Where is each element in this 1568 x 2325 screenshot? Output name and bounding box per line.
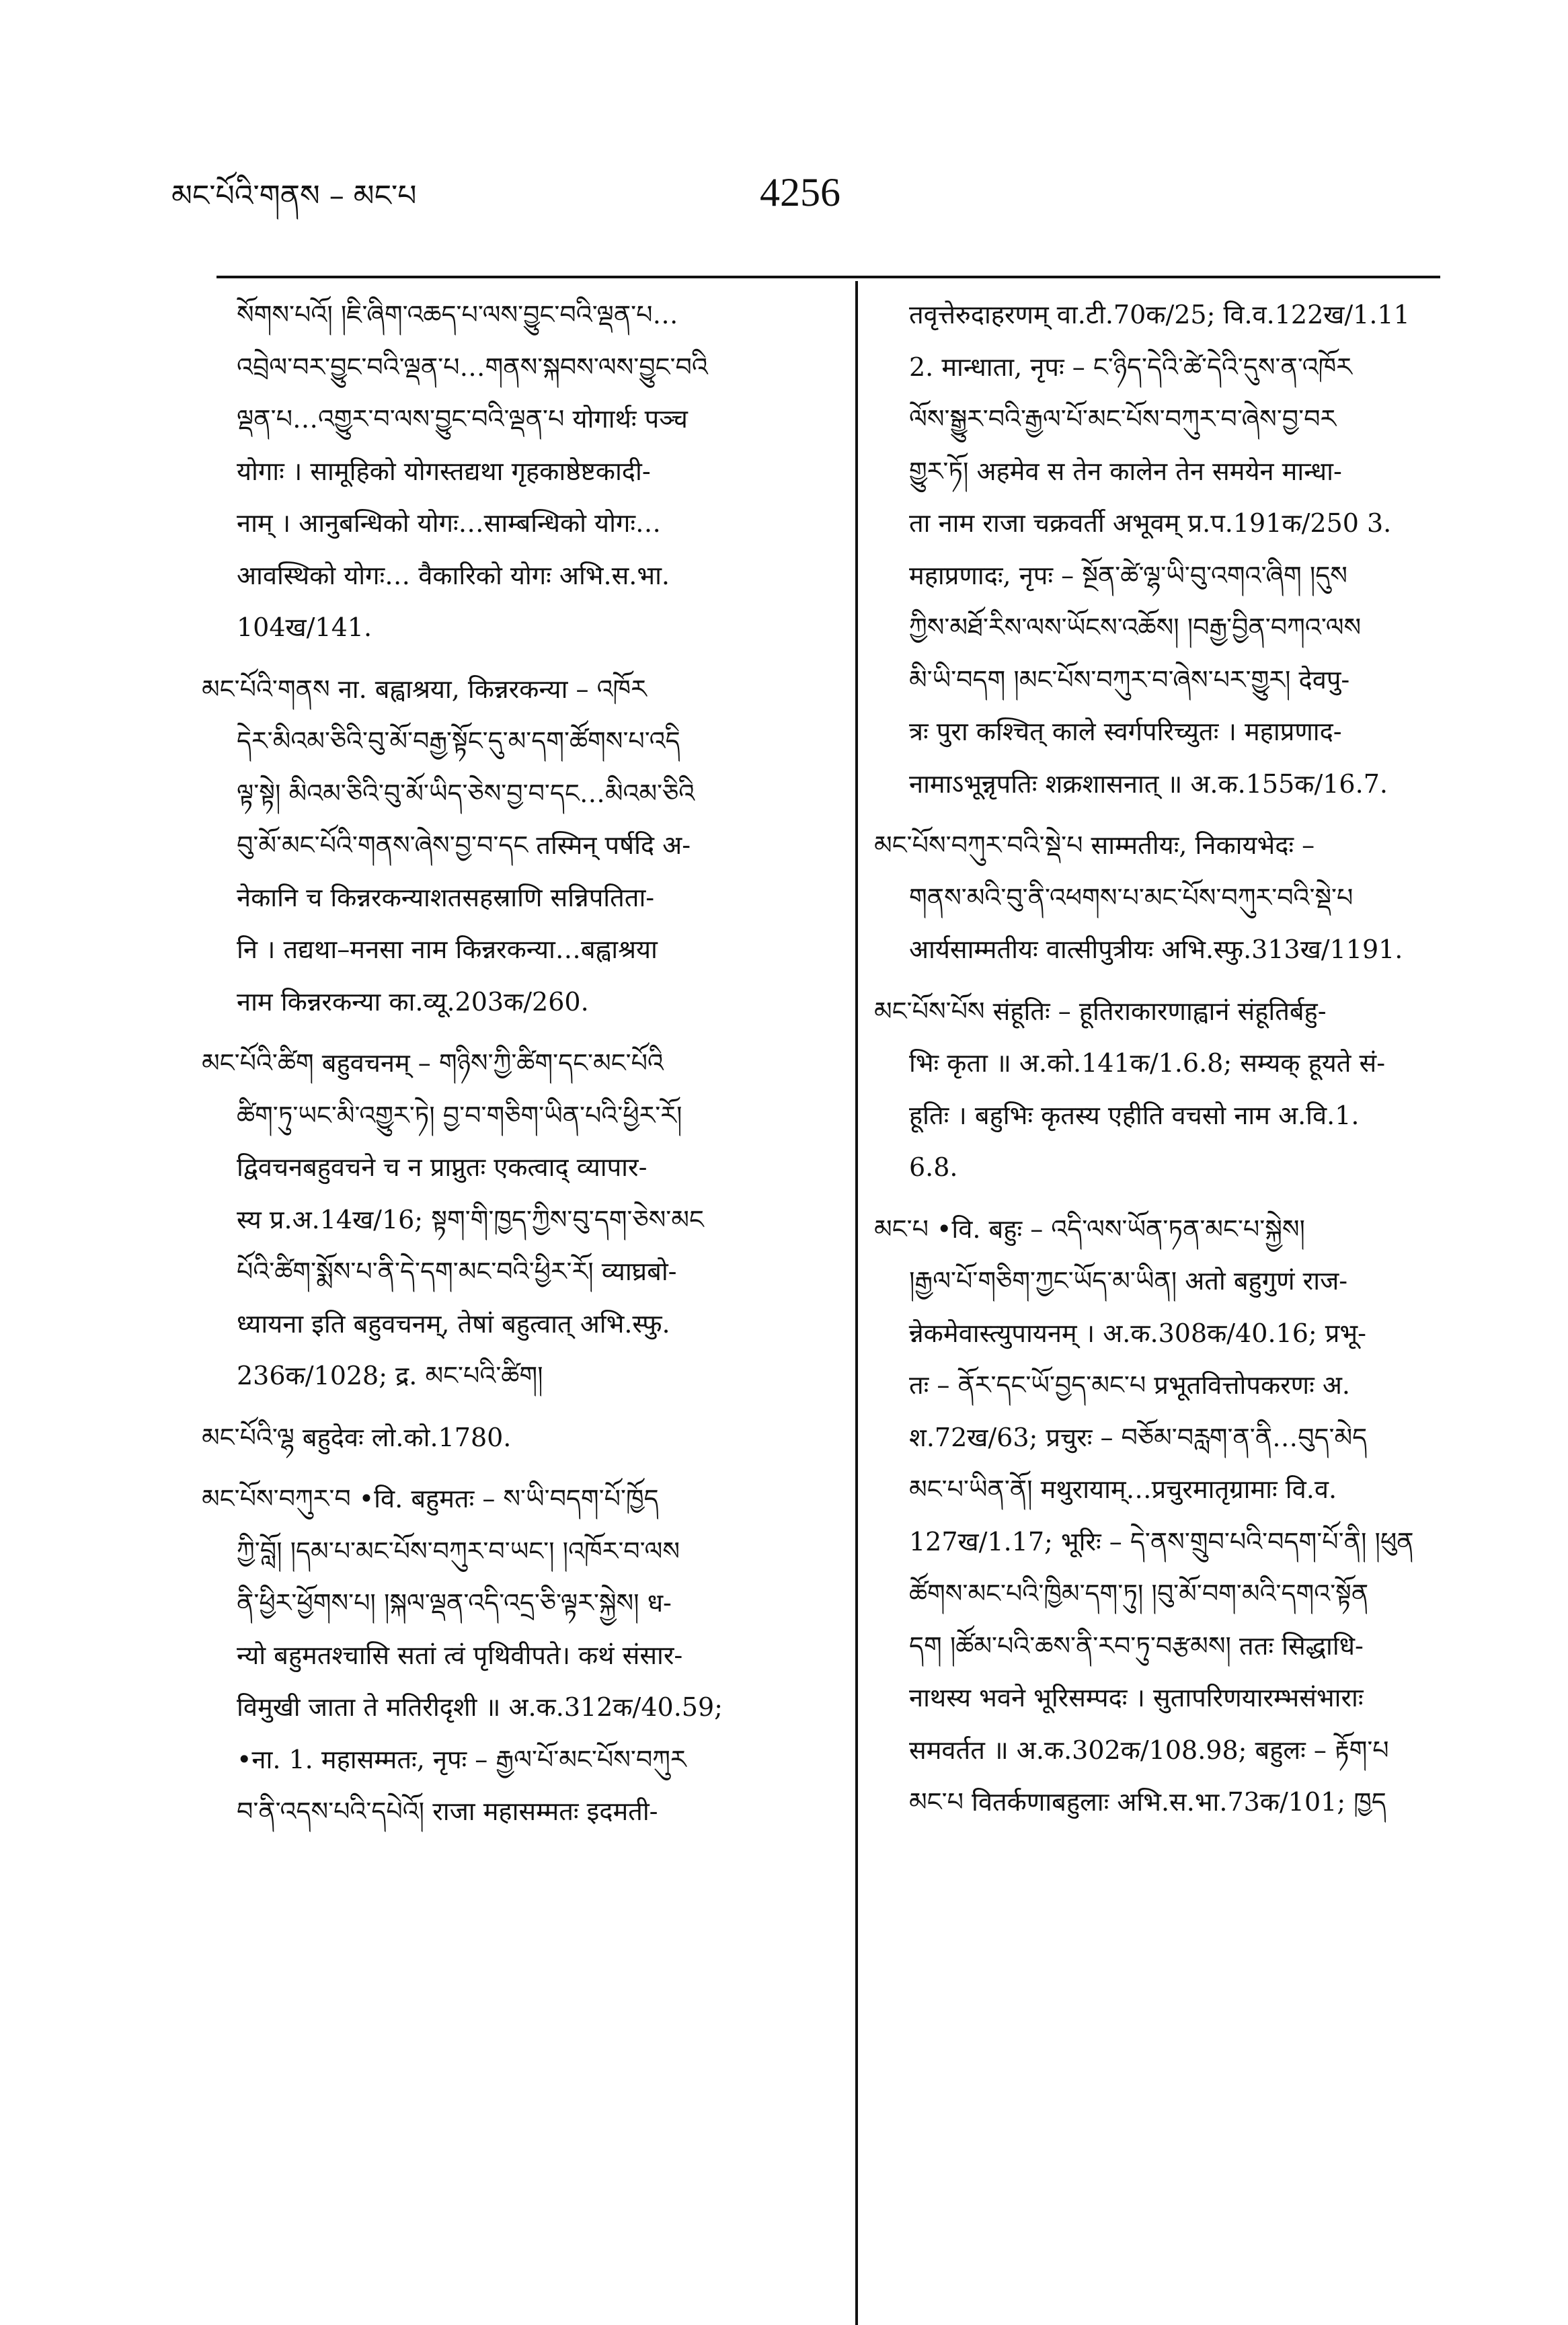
- text-line: ལྡན་པ…འགྱུར་བ་ལས་བྱུང་བའི་ལྡན་པ योगार्थः पञ्च: [237, 404, 688, 434]
- text-line: स्य प्र.अ.14ख/16; སྟག་གི་ཁྱད་ཀྱིས་བུ་དག་ཅེས་མང: [237, 1204, 704, 1234]
- column-divider: [855, 281, 858, 2325]
- entry-gap: [202, 1028, 834, 1037]
- text-line: གནས་མའི་བུ་ནི་འཕགས་པ་མང་པོས་བཀུར་བའི་སྡེ་པ: [909, 882, 1354, 912]
- text-line: ཚིག་ཏུ་ཡང་མི་འགྱུར་ཏེ། བྱ་བ་གཅིག་ཡིན་པའི་ཕྱིར་རོ།: [237, 1100, 682, 1130]
- text-line: 6.8.: [909, 1152, 958, 1182]
- text-line: भिः कृता ॥ अ.को.141क/1.6.8; सम्यक् हूयते सं-: [909, 1048, 1386, 1078]
- header-rule: [217, 276, 1440, 278]
- text-line: དག །ཚོམ་པའི་ཆས་ནི་རབ་ཏུ་བརྩམས། ततः सिद्धाधि-: [909, 1630, 1364, 1661]
- text-line: བ་ནི་འདས་པའི་དཔེའོ། राजा महासम्मतः इदमती-: [237, 1797, 658, 1826]
- entry-headword-line: མང་པོའི་ཚིག बहुवचनम् – གཉིས་ཀྱི་ཚིག་དང་མང་པོའི: [202, 1048, 664, 1078]
- text-line: འབྲེལ་བར་བྱུང་བའི་ལྡན་པ…གནས་སྐབས་ལས་བྱུང་བའི: [237, 352, 708, 382]
- text-line: योगाः । सामूहिको योगस्तद्यथा गृहकाष्ठेष्टकादी-: [237, 456, 651, 486]
- text-line: समवर्तत ॥ अ.क.302क/108.98; बहुलः – རྟོག་པ: [909, 1735, 1389, 1765]
- entry-gap: [202, 1464, 834, 1473]
- text-line: ཚོགས་མང་པའི་ཁྱིམ་དག་ཏུ། །བུ་མོ་བག་མའི་དགའ་སྟོན: [909, 1579, 1369, 1608]
- text-line: མང་པ वितर्कणाबहुलाः अभि.स.भा.73क/101; ཁྱད: [909, 1787, 1386, 1817]
- entry-gap: [202, 654, 834, 664]
- entry-headword-line: མང་པོས་བཀུར་བ •वि. बहुमतः – ས་ཡི་བདག་པོ་ཁྱོད: [202, 1484, 659, 1513]
- right-column: [874, 289, 1466, 1829]
- text-line: नेकानि च किन्नरकन्याशतसहस्राणि सन्निपतिता-: [237, 882, 655, 912]
- text-line: द्विवचनबहुवचने च न प्राप्नुतः एकत्वाद् व्यापार-: [237, 1152, 648, 1182]
- text-line: 2. मान्धाता, नृपः – ང་ཉིད་དེའི་ཚེ་དེའི་དུས་ན་འཁོར: [909, 352, 1352, 382]
- entry-headword-line: མང་པོས་པོས संहूतिः – हूतिराकारणाह्वानं संहूतिर्बहु-: [874, 996, 1327, 1026]
- text-line: तवृत्तेरुदाहरणम् वा.टी.70क/25; वि.व.122ख/1.11: [909, 300, 1410, 329]
- text-line: ལྟ་སྟེ། མིའམ་ཅིའི་བུ་མོ་ཡིད་ཅེས་བྱ་བ་དང…མིའམ་ཅིའི: [237, 778, 695, 808]
- text-line: ལོས་སྒྱུར་བའི་རྒྱལ་པོ་མང་པོས་བཀུར་བ་ཞེས་བྱ་བར: [909, 404, 1337, 434]
- text-line: །རྒྱལ་པོ་གཅིག་ཀྱང་ཡོད་མ་ཡིན། अतो बहुगुणं राज-: [909, 1266, 1348, 1296]
- text-line: མང་པ་ཡིན་ནོ། मथुरायाम्…प्रचुरमातृग्रामाः वि.व.: [909, 1474, 1337, 1504]
- text-line: विमुखी जाता ते मतिरीदृशी ॥ अ.क.312क/40.59;: [237, 1692, 723, 1722]
- text-line: तः – ནོར་དང་ཡོ་བྱད་མང་པ प्रभूतवित्तोपकरणः अ.: [909, 1370, 1351, 1400]
- text-line: མི་ཡི་བདག །མང་པོས་བཀུར་བ་ཞེས་པར་གྱུར། देवपु-: [909, 664, 1350, 695]
- text-line: न्नेकमेवास्त्युपायनम् । अ.क.308क/40.16; प्रभू-: [909, 1318, 1366, 1348]
- entry-headword-line: མང་པོའི་གནས ना. बह्वाश्रया, किन्नरकन्या – འཁོར: [202, 674, 647, 704]
- text-line: པོའི་ཚིག་སྨོས་པ་ནི་དེ་དག་མང་བའི་ཕྱིར་རོ། व्याघ्रबो-: [237, 1257, 677, 1286]
- text-line: हूतिः । बहुभिः कृतस्य एहीति वचसो नाम अ.वि.1.: [909, 1100, 1360, 1130]
- text-line: གྱུར་ཏོ། अहमेव स तेन कालेन तेन समयेन मान्धा-: [909, 456, 1342, 486]
- entry-gap: [202, 1403, 834, 1412]
- text-line: ཀྱིས་མཐོ་རིས་ལས་ཡོངས་འཆོས། །བརྒྱ་བྱིན་བཀའ་ལས: [909, 613, 1362, 642]
- entry-headword-line: མང་པོའི་ལྷ बहुदेवः लो.को.1780.: [202, 1422, 512, 1452]
- text-line: ཀྱི་བློ། །དམ་པ་མང་པོས་བཀུར་བ་ཡང་། །འཁོར་བ་ལས: [237, 1536, 680, 1566]
- text-line: नाम किन्नरकन्या का.व्यू.203क/260.: [237, 986, 589, 1017]
- text-line: नाथस्य भवने भूरिसम्पदः । सुतापरिणयारम्भसंभाराः: [909, 1683, 1364, 1712]
- text-line: ནི་ཕྱིར་ཕྱོགས་པ། །སྐལ་ལྡན་འདི་འདྲ་ཅི་ལྟར་སྐྱེས། ध-: [237, 1588, 672, 1618]
- entry-gap: [874, 976, 1466, 986]
- text-line: ध्यायना इति बहुवचनम्, तेषां बहुत्वात् अभि.स्फु.: [237, 1308, 670, 1339]
- text-line: नाम् । आनुबन्धिको योगः…साम्बन्धिको योगः…: [237, 508, 662, 538]
- entry-gap: [874, 810, 1466, 820]
- page-number: 4256: [760, 170, 840, 214]
- text-line: आर्यसाम्मतीयः वात्सीपुत्रीयः अभि.स्फु.313ख/1191.: [909, 935, 1403, 964]
- entry-headword-line: མང་པ •वि. बहुः – འདི་ལས་ཡོན་ཏན་མང་པ་སྐྱེས།: [874, 1214, 1305, 1244]
- left-column: [202, 289, 834, 1838]
- text-line: སོགས་པའོ། །ཇི་ཞིག་འཆད་པ་ལས་བྱུང་བའི་ལྡན་པ…: [237, 300, 678, 329]
- running-header: མང་པོའི་གནས – མང་པ: [171, 179, 417, 213]
- text-line: आवस्थिको योगः… वैकारिको योगः अभि.स.भा.: [237, 560, 670, 590]
- text-line: 236क/1028; द्र. མང་པའི་ཚིག།: [237, 1361, 543, 1390]
- text-line: नि । तद्यथा–मनसा नाम किन्नरकन्या…बह्वाश्रया: [237, 935, 658, 964]
- entry-gap: [874, 1194, 1466, 1204]
- text-line: •ना. 1. महासम्मतः, नृपः – རྒྱལ་པོ་མང་པོས་བཀུར: [237, 1744, 687, 1774]
- entry-headword-line: མང་པོས་བཀུར་བའི་སྡེ་པ साम्मतीयः, निकायभेदः –: [874, 830, 1315, 860]
- text-line: नामाऽभून्नृपतिः शक्रशासनात् ॥ अ.क.155क/16.7.: [909, 769, 1388, 799]
- text-line: महाप्रणादः, नृपः – སྔོན་ཚེ་ལྷ་ཡི་བུ་འགའ་ཞིག །དུས: [909, 560, 1347, 590]
- text-line: न्यो बहुमतश्चासि सतां त्वं पृथिवीपते। कथं संसार-: [237, 1640, 683, 1670]
- text-line: 104ख/141.: [237, 613, 373, 642]
- text-line: त्रः पुरा कश्चित् काले स्वर्गपरिच्युतः । महाप्रणाद-: [909, 717, 1342, 746]
- text-line: བུ་མོ་མང་པོའི་གནས་ཞེས་བྱ་བ་དང तस्मिन् पर्षदि अ-: [237, 830, 691, 860]
- text-line: श.72ख/63; प्रचुरः – བཅོམ་བརླག་ན་ནི…བུད་མེད: [909, 1422, 1368, 1452]
- text-line: 127ख/1.17; भूरिः – དེ་ནས་གྲུབ་པའི་བདག་པོ་ནི། །ཕུན: [909, 1526, 1414, 1556]
- text-line: དེར་མིའམ་ཅིའི་བུ་མོ་བརྒྱ་སྟོང་དུ་མ་དག་ཚོགས་པ་འདི: [237, 726, 680, 756]
- text-line: ता नाम राजा चक्रवर्ती अभूवम् प्र.प.191क/250 3.: [909, 508, 1392, 538]
